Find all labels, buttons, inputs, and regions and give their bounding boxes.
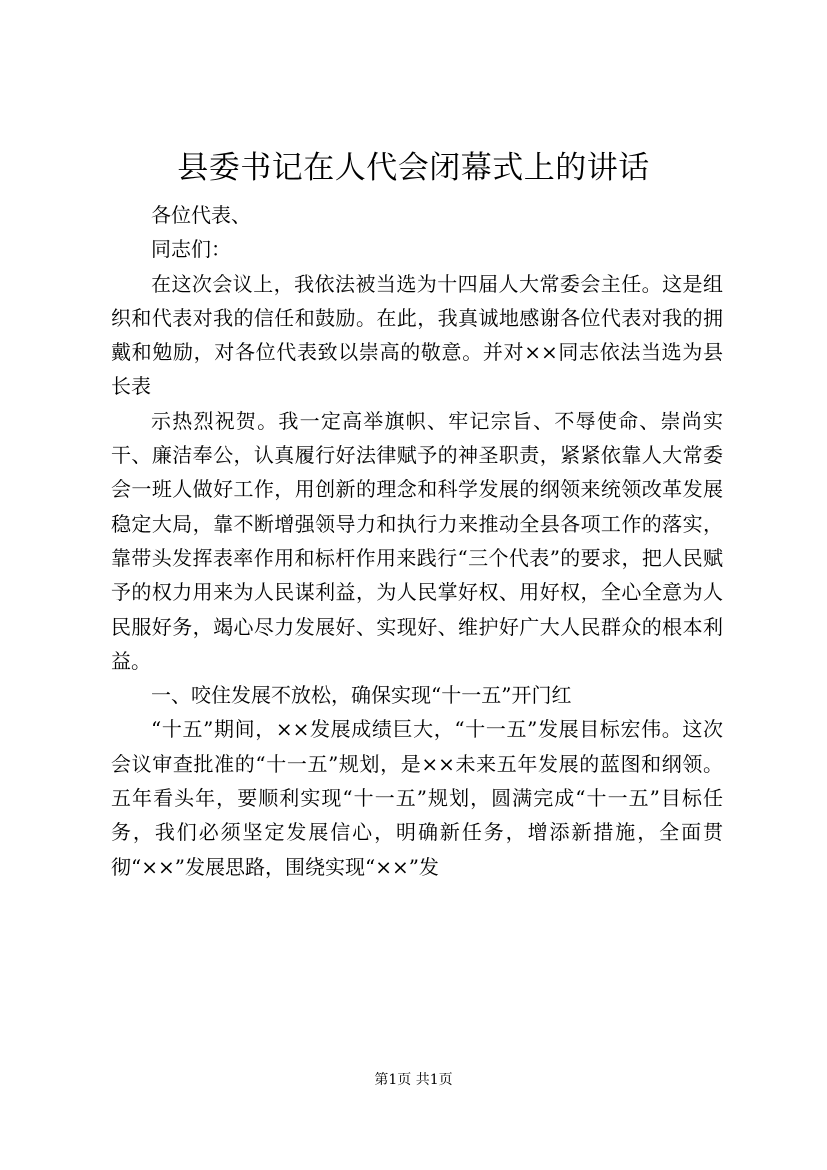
document-title: 县委书记在人代会闭幕式上的讲话 [177, 150, 650, 186]
paragraph-1: 在这次会议上，我依法被当选为十四届人大常委会主任。这是组织和代表对我的信任和鼓励。在此，我真诚地感谢各位代表对我的拥戴和勉励，对各位代表致以崇高的敬意。并对××同志依法当选为县长表 [111, 271, 723, 399]
salutation-line-1: 各位代表、 [151, 203, 251, 227]
paragraph-2: 示热烈祝贺。我一定高举旗帜、牢记宗旨、不辱使命、崇尚实干、廉洁奉公，认真履行好法律赋予的神圣职责，紧紧依靠人大常委会一班人做好工作，用创新的理念和科学发展的纲领来统领改革发展稳定大局，靠不断增强领导力和执行力来推动全县各项工作的落实，靠带头发挥表率作用和标杆作用来践行“三个代表”的要求，把人民赋予的权力用来为人民谋利益，为人民掌好权、用好权，全心全意为人民服好务，竭心尽力发展好、实现好、维护好广大人民群众的根本利益。 [111, 408, 723, 673]
paragraph-3: “十五”期间，××发展成绩巨大，“十一五”发展目标宏伟。这次会议审查批准的“十一五”规划，是××未来五年发展的蓝图和纲领。五年看头年，要顺利实现“十一五”规划，圆满完成“十一五”目标任务，我们必须坚定发展信心，明确新任务，增添新措施，全面贯彻“××”发展思路，围绕实现“××”发 [111, 717, 723, 879]
document-body [111, 198, 723, 884]
section-heading-1: 一、咬住发展不放松，确保实现“十一五”开门红 [151, 683, 572, 708]
salutation-line-2: 同志们： [151, 237, 231, 262]
page-footer: 第1页 共1页 [374, 1072, 453, 1088]
